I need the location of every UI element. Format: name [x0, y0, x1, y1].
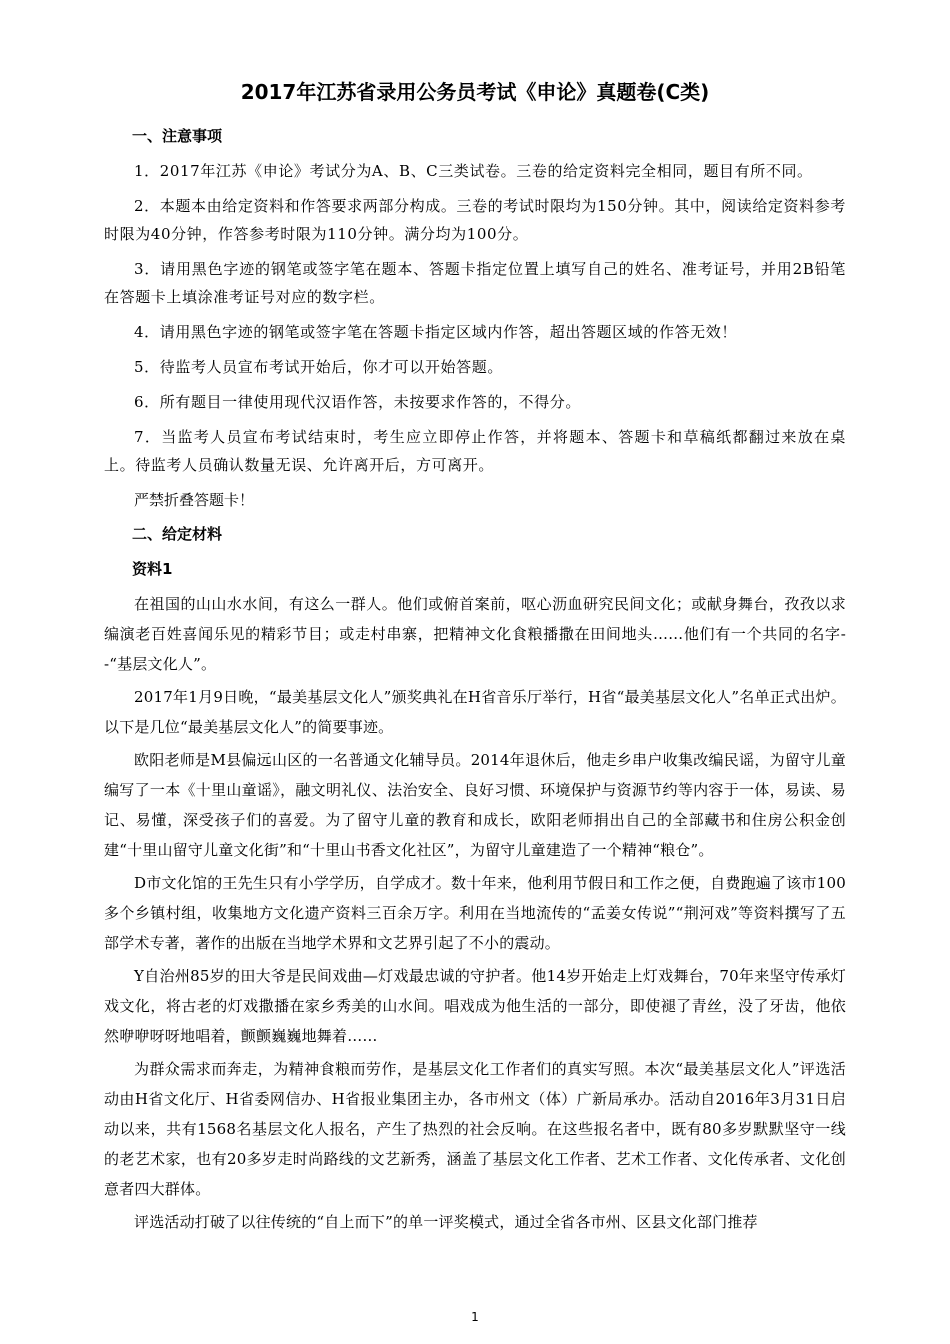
notice-list: [104, 157, 846, 479]
notice-item: 6．所有题目一律使用现代汉语作答，未按要求作答的，不得分。: [134, 393, 581, 411]
material-label: 资料1: [132, 560, 173, 578]
material-paragraph: 2017年1月9日晚，“最美基层文化人”颁奖典礼在H省音乐厅举行，H省“最美基层文化人”名单正式出炉。以下是几位“最美基层文化人”的简要事迹。: [104, 688, 846, 736]
material-paragraph: 为群众需求而奔走，为精神食粮而劳作，是基层文化工作者们的真实写照。本次“最美基层文化人”评选活动由H省文化厅、H省委网信办、H省报业集团主办，各市州文（体）广新局承办。活动自2016年3月31日启动以来，共有1568名基层文化人报名，产生了热烈的社会反响。在这些报名者中，既有80多岁默默坚守一线的老艺术家，也有20多岁走时尚路线的文艺新秀，涵盖了基层文化工作者、艺术工作者、文化传承者、文化创意者四大群体。: [104, 1060, 846, 1198]
material-paragraph: D市文化馆的王先生只有小学学历，自学成才。数十年来，他利用节假日和工作之便，自费跑遍了该市100多个乡镇村组，收集地方文化遗产资料三百余万字。利用在当地流传的“孟姜女传说”“荆河戏”等资料撰写了五部学术专著，著作的出版在当地学术界和文艺界引起了不小的震动。: [104, 874, 846, 952]
material-body: [104, 589, 846, 1237]
section-heading-notices: 一、注意事项: [132, 127, 223, 145]
notice-item: 7．当监考人员宣布考试结束时，考生应立即停止作答，并将题本、答题卡和草稿纸都翻过来放在桌上。待监考人员确认数量无误、允许离开后，方可离开。: [104, 428, 846, 474]
section-heading-materials: 二、给定材料: [132, 525, 223, 543]
notice-item: 3．请用黑色字迹的钢笔或签字笔在题本、答题卡指定位置上填写自己的姓名、准考证号，并用2B铅笔在答题卡上填涂准考证号对应的数字栏。: [104, 260, 846, 306]
notice-item: 5．待监考人员宣布考试开始后，你才可以开始答题。: [134, 358, 503, 376]
material-paragraph: 评选活动打破了以往传统的“自上而下”的单一评奖模式，通过全省各市州、区县文化部门推荐: [134, 1213, 758, 1231]
notice-item: 4．请用黑色字迹的钢笔或签字笔在答题卡指定区域内作答，超出答题区域的作答无效！: [134, 323, 737, 341]
notice-item: 1．2017年江苏《申论》考试分为A、B、C三类试卷。三卷的给定资料完全相同，题目有所不同。: [134, 162, 813, 180]
document-title: 2017年江苏省录用公务员考试《申论》真题卷(C类): [240, 80, 710, 104]
material-paragraph: 在祖国的山山水水间，有这么一群人。他们或俯首案前，呕心沥血研究民间文化；或献身舞台，孜孜以求编演老百姓喜闻乐见的精彩节目；或走村串寨，把精神文化食粮播撒在田间地头……他们有一个共同的名字--“基层文化人”。: [104, 595, 846, 673]
material-paragraph: Y自治州85岁的田大爷是民间戏曲—灯戏最忠诚的守护者。他14岁开始走上灯戏舞台，70年来坚守传承灯戏文化，将古老的灯戏撒播在家乡秀美的山水间。唱戏成为他生活的一部分，即使褪了青丝，没了牙齿，他依然咿咿呀呀地唱着，颤颤巍巍地舞着……: [104, 967, 846, 1045]
notice-item: 2．本题本由给定资料和作答要求两部分构成。三卷的考试时限均为150分钟。其中，阅读给定资料参考时限为40分钟，作答参考时限为110分钟。满分均为100分。: [104, 197, 846, 243]
page-number: 1: [471, 1310, 479, 1324]
material-paragraph: 欧阳老师是M县偏远山区的一名普通文化辅导员。2014年退休后，他走乡串户收集改编民谣，为留守儿童编写了一本《十里山童谣》，融文明礼仪、法治安全、良好习惯、环境保护与资源节约等内容于一体，易读、易记、易懂，深受孩子们的喜爱。为了留守儿童的教育和成长，欧阳老师捐出自己的全部藏书和住房公积金创建“十里山留守儿童文化街”和“十里山书香文化社区”，为留守儿童建造了一个精神“粮仓”。: [104, 751, 846, 859]
warning-text: 严禁折叠答题卡！: [134, 491, 255, 509]
